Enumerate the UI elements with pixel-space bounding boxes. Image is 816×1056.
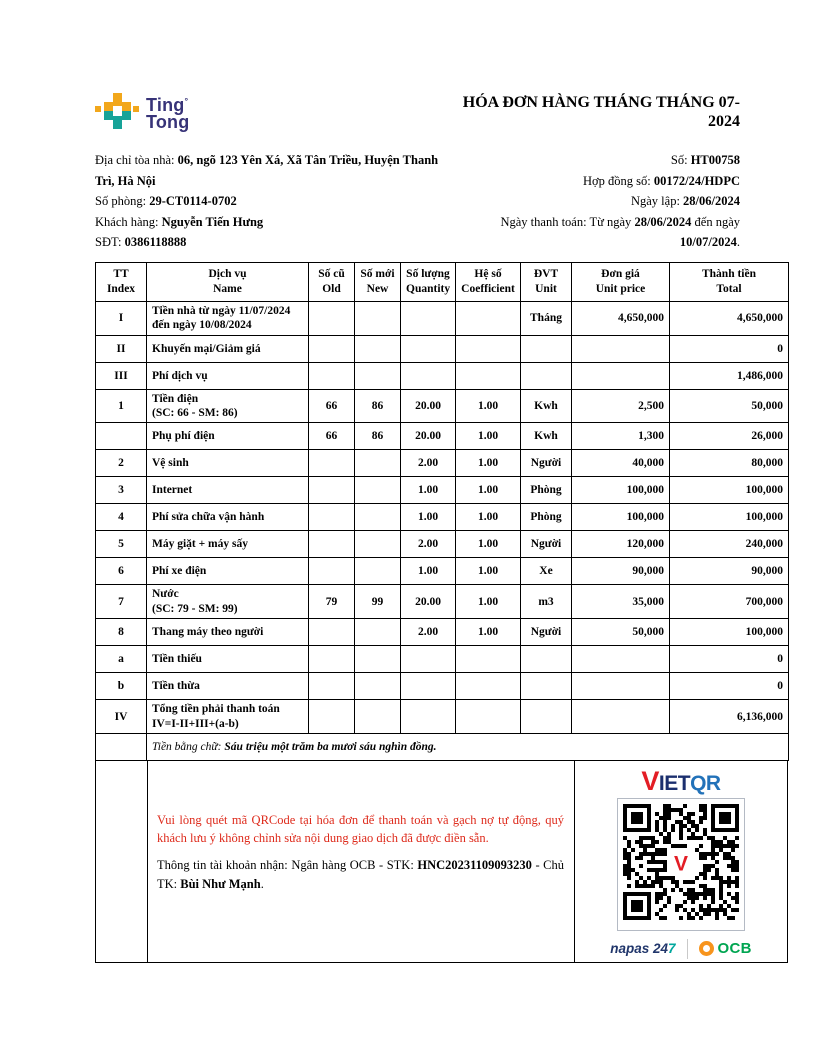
table-cell: 700,000 [670, 585, 789, 619]
service-name-cell: Thang máy theo người [147, 619, 309, 646]
issue-date: Ngày lập: 28/06/2024 [630, 194, 740, 209]
table-cell [456, 301, 521, 335]
table-row [96, 558, 789, 585]
qr-payment-note: Vui lòng quét mã QRCode tại hóa đơn để thanh toán và gạch nợ tự động, quý khách lưu ý không chỉnh sửa nội dung giao dịch đã được điền sẵn. [157, 812, 564, 846]
invoice-title: HÓA ĐƠN HÀNG THÁNG THÁNG 07- 2024 [462, 94, 740, 131]
table-row [96, 389, 789, 423]
ocb-logo: OCB [699, 940, 752, 957]
table-cell: 20.00 [401, 585, 456, 619]
invoice-info [95, 150, 788, 253]
table-row [96, 335, 789, 362]
table-cell [355, 558, 401, 585]
table-cell [309, 619, 355, 646]
table-cell [572, 362, 670, 389]
vietqr-v-icon: V [671, 853, 691, 876]
table-cell: 1.00 [456, 558, 521, 585]
table-cell: 100,000 [670, 477, 789, 504]
table-cell [309, 558, 355, 585]
table-cell: Tháng [521, 301, 572, 335]
table-cell: 6,136,000 [670, 700, 789, 734]
col-header-unit-price: Đơn giá Unit price [572, 262, 670, 301]
table-cell: 4 [96, 504, 147, 531]
table-cell: 86 [355, 389, 401, 423]
table-cell: 20.00 [401, 389, 456, 423]
table-cell [456, 646, 521, 673]
table-cell: 66 [309, 389, 355, 423]
payment-section-left-cell [96, 761, 148, 962]
table-cell: 100,000 [572, 504, 670, 531]
table-cell: I [96, 301, 147, 335]
table-cell [401, 646, 456, 673]
table-cell [309, 301, 355, 335]
table-cell: 99 [355, 585, 401, 619]
table-cell [309, 504, 355, 531]
service-name-cell: Internet [147, 477, 309, 504]
table-cell: 1,486,000 [670, 362, 789, 389]
service-name-cell: Phí sửa chữa vận hành [147, 504, 309, 531]
table-cell [309, 450, 355, 477]
table-cell [521, 646, 572, 673]
amount-in-words: Tiền bằng chữ: Sáu triệu một trăm ba mươi sáu nghìn đồng. [147, 733, 789, 760]
invoice-number: Số: HT00758 [670, 153, 740, 167]
table-cell: 2.00 [401, 531, 456, 558]
table-cell [521, 673, 572, 700]
contract-number: Hợp đồng số: 00172/24/HDPC [583, 173, 740, 188]
customer-phone: SĐT: 0386118888 [95, 235, 187, 250]
table-cell: 1.00 [456, 423, 521, 450]
table-cell [456, 700, 521, 734]
table-cell: IV [96, 700, 147, 734]
table-cell [355, 504, 401, 531]
table-cell [309, 700, 355, 734]
table-cell: Người [521, 531, 572, 558]
building-address-line2: Trì, Hà Nội [95, 173, 156, 188]
table-row [96, 477, 789, 504]
table-cell: a [96, 646, 147, 673]
table-cell [355, 335, 401, 362]
table-cell: III [96, 362, 147, 389]
payment-instructions [148, 761, 575, 962]
service-name-cell: Tiền thừa [147, 673, 309, 700]
table-cell [521, 700, 572, 734]
service-name-cell: Phí dịch vụ [147, 362, 309, 389]
table-cell [355, 619, 401, 646]
table-cell: 1.00 [456, 389, 521, 423]
table-cell: Phòng [521, 504, 572, 531]
table-cell: 0 [670, 673, 789, 700]
table-cell [521, 362, 572, 389]
vietqr-logo: VIETQR [641, 765, 721, 796]
table-cell: 20.00 [401, 423, 456, 450]
table-cell: 79 [309, 585, 355, 619]
col-header-old: Số cũ Old [309, 262, 355, 301]
table-cell [355, 362, 401, 389]
table-row [96, 504, 789, 531]
table-cell: 4,650,000 [670, 301, 789, 335]
table-cell [309, 673, 355, 700]
table-row [96, 646, 789, 673]
table-cell [401, 362, 456, 389]
col-header-total: Thành tiền Total [670, 262, 789, 301]
tingtong-logo-icon [95, 93, 139, 137]
brand-name-top: Ting [146, 95, 185, 115]
table-row [96, 700, 789, 734]
table-cell: 4,650,000 [572, 301, 670, 335]
partner-divider [687, 939, 688, 959]
table-cell [355, 646, 401, 673]
qr-code [617, 798, 745, 931]
info-left [95, 150, 467, 253]
tingtong-logo [95, 93, 189, 137]
table-cell: Kwh [521, 423, 572, 450]
table-cell [401, 301, 456, 335]
table-cell: 5 [96, 531, 147, 558]
service-name-cell: Tiền nhà từ ngày 11/07/2024 đến ngày 10/08/2024 [147, 301, 309, 335]
table-cell: 50,000 [670, 389, 789, 423]
table-cell: 50,000 [572, 619, 670, 646]
table-cell [572, 673, 670, 700]
table-cell: 1 [96, 389, 147, 423]
table-cell: 1.00 [456, 585, 521, 619]
service-name-cell: Tiền điện (SC: 66 - SM: 86) [147, 389, 309, 423]
amount-in-words-row [96, 733, 789, 760]
building-address: Địa chỉ tòa nhà: 06, ngõ 123 Yên Xá, Xã Tân Triều, Huyện Thanh [95, 153, 439, 167]
table-cell: 1.00 [456, 504, 521, 531]
table-cell: 86 [355, 423, 401, 450]
table-cell [355, 450, 401, 477]
table-cell [355, 531, 401, 558]
table-row [96, 423, 789, 450]
table-cell [572, 335, 670, 362]
table-cell: 66 [309, 423, 355, 450]
table-cell: Người [521, 619, 572, 646]
napas-247-logo: napas 247 [610, 941, 676, 957]
table-cell: 1.00 [456, 450, 521, 477]
table-row [96, 301, 789, 335]
table-cell: 40,000 [572, 450, 670, 477]
table-cell: 1,300 [572, 423, 670, 450]
table-cell: 2.00 [401, 619, 456, 646]
table-row [96, 673, 789, 700]
table-cell: 100,000 [572, 477, 670, 504]
table-cell: b [96, 673, 147, 700]
table-cell: 8 [96, 619, 147, 646]
table-header-row [96, 262, 789, 301]
table-cell: 26,000 [670, 423, 789, 450]
service-name-cell: Nước (SC: 79 - SM: 99) [147, 585, 309, 619]
brand-registered-mark: ° [184, 96, 189, 106]
table-cell: 240,000 [670, 531, 789, 558]
table-row [96, 619, 789, 646]
service-name-cell: Tổng tiền phải thanh toán IV=I-II+III+(a-b) [147, 700, 309, 734]
table-cell [456, 362, 521, 389]
table-cell [456, 673, 521, 700]
col-header-coefficient: Hệ số Coefficient [456, 262, 521, 301]
table-cell: 3 [96, 477, 147, 504]
table-cell: 1.00 [456, 477, 521, 504]
table-cell [401, 673, 456, 700]
col-header-new: Số mới New [355, 262, 401, 301]
table-cell: Xe [521, 558, 572, 585]
table-cell: 1.00 [401, 558, 456, 585]
table-cell: 0 [670, 646, 789, 673]
table-cell: 1.00 [401, 477, 456, 504]
table-cell [355, 301, 401, 335]
qr-partner-logos [610, 939, 752, 959]
table-row [96, 585, 789, 619]
col-header-index: TT Index [96, 262, 147, 301]
table-cell: Phòng [521, 477, 572, 504]
table-cell [309, 335, 355, 362]
table-cell [456, 335, 521, 362]
col-header-name: Dịch vụ Name [147, 262, 309, 301]
table-cell: 35,000 [572, 585, 670, 619]
account-info: Thông tin tài khoản nhận: Ngân hàng OCB - STK: HNC20231109093230 - Chủ TK: Bùi Như Mạnh. [157, 858, 565, 891]
table-cell: 120,000 [572, 531, 670, 558]
table-cell: Người [521, 450, 572, 477]
payment-section [95, 761, 788, 963]
service-name-cell: Phí xe điện [147, 558, 309, 585]
vietqr-block [575, 761, 787, 962]
table-row [96, 450, 789, 477]
table-cell: 2 [96, 450, 147, 477]
table-cell [309, 477, 355, 504]
table-cell: 1.00 [456, 619, 521, 646]
table-cell: 2,500 [572, 389, 670, 423]
table-cell: 90,000 [670, 558, 789, 585]
table-cell [401, 700, 456, 734]
table-cell [572, 700, 670, 734]
col-header-quantity: Số lượng Quantity [401, 262, 456, 301]
table-cell: 1.00 [401, 504, 456, 531]
table-cell: m3 [521, 585, 572, 619]
table-cell: II [96, 335, 147, 362]
table-cell: Kwh [521, 389, 572, 423]
table-cell: 6 [96, 558, 147, 585]
service-name-cell: Phụ phí điện [147, 423, 309, 450]
payment-period: Ngày thanh toán: Từ ngày 28/06/2024 đến ngày 10/07/2024. [500, 214, 740, 250]
col-header-unit: ĐVT Unit [521, 262, 572, 301]
service-name-cell: Khuyến mại/Giảm giá [147, 335, 309, 362]
room-number: Số phòng: 29-CT0114-0702 [95, 194, 237, 209]
invoice-content [95, 93, 788, 963]
table-cell [96, 423, 147, 450]
table-cell [572, 646, 670, 673]
table-cell [355, 477, 401, 504]
tingtong-wordmark [146, 97, 189, 131]
ocb-circle-icon [699, 941, 714, 956]
table-cell: 7 [96, 585, 147, 619]
table-cell [355, 673, 401, 700]
table-cell [309, 362, 355, 389]
table-row [96, 362, 789, 389]
table-row [96, 531, 789, 558]
header [95, 93, 788, 137]
table-cell: 0 [670, 335, 789, 362]
table-cell [355, 700, 401, 734]
invoice-table [95, 262, 789, 761]
table-cell [521, 335, 572, 362]
brand-name-bottom: Tong [146, 112, 190, 133]
table-cell: 100,000 [670, 619, 789, 646]
customer-name: Khách hàng: Nguyễn Tiến Hưng [95, 214, 264, 229]
invoice-table-body [96, 301, 789, 733]
table-cell: 2.00 [401, 450, 456, 477]
service-name-cell: Máy giặt + máy sấy [147, 531, 309, 558]
table-cell [309, 531, 355, 558]
table-cell: 80,000 [670, 450, 789, 477]
table-cell: 1.00 [456, 531, 521, 558]
table-cell: 90,000 [572, 558, 670, 585]
service-name-cell: Tiền thiếu [147, 646, 309, 673]
table-cell [309, 646, 355, 673]
service-name-cell: Vệ sinh [147, 450, 309, 477]
table-cell [401, 335, 456, 362]
info-right [467, 150, 788, 253]
table-cell: 100,000 [670, 504, 789, 531]
